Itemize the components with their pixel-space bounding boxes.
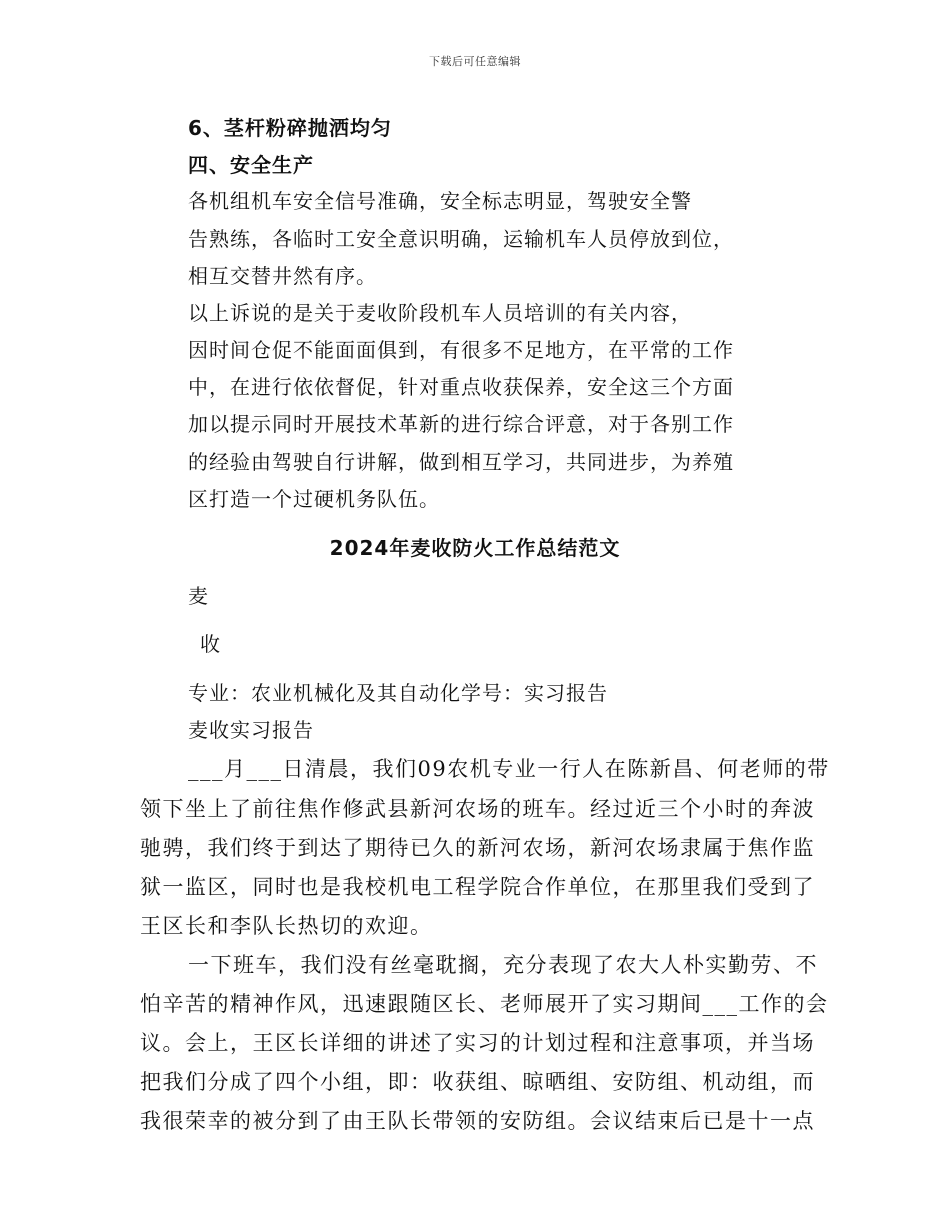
text-line: 加以提示同时开展技术革新的进行综合评意，对于各别工作: [188, 412, 734, 436]
heading-safety-production: 四、安全生产: [188, 153, 314, 177]
text-line: 相互交替井然有序。: [188, 264, 377, 288]
text-line: 因时间仓促不能面面俱到，有很多不足地方，在平常的工作: [188, 338, 734, 362]
paragraph-line: 把我们分成了四个小组，即：收获组、晾晒组、安防组、机动组，而: [140, 1070, 815, 1094]
text-line: 区打造一个过硬机务队伍。: [188, 487, 440, 511]
text-line: 的经验由驾驶自行讲解，做到相互学习，共同进步，为养殖: [188, 450, 734, 474]
text-line: 各机组机车安全信号准确，安全标志明显，驾驶安全警: [188, 189, 692, 213]
report-subtitle: 麦收实习报告: [188, 718, 314, 742]
paragraph-line: 狱一监区，同时也是我校机电工程学院合作单位，在那里我们受到了: [140, 875, 815, 899]
word-shou: 收: [200, 632, 221, 656]
header-note: 下载后可任意编辑: [429, 55, 521, 68]
paragraph-line: 我很荣幸的被分到了由王队长带领的安防组。会议结束后已是十一点: [140, 1109, 815, 1133]
document-title: 2024年麦收防火工作总结范文: [329, 536, 621, 560]
paragraph-line: 议。会上，王区长详细的讲述了实习的计划过程和注意事项，并当场: [140, 1031, 815, 1055]
text-line: 中，在进行依依督促，针对重点收获保养，安全这三个方面: [188, 375, 734, 399]
heading-straw-crushing: 6、茎杆粉碎抛洒均匀: [188, 116, 392, 140]
paragraph-line: ___月___日清晨，我们09农机专业一行人在陈新昌、何老师的带: [188, 757, 830, 781]
paragraph-line: 王区长和李队长热切的欢迎。: [140, 914, 433, 938]
paragraph-line: 一下班车，我们没有丝毫耽搁，充分表现了农大人朴实勤劳、不: [188, 953, 818, 977]
paragraph-line: 怕辛苦的精神作风，迅速跟随区长、老师展开了实习期间___工作的会: [140, 992, 829, 1016]
meta-line: 专业：农业机械化及其自动化学号：实习报告: [188, 681, 608, 705]
paragraph-line: 领下坐上了前往焦作修武县新河农场的班车。经过近三个小时的奔波: [140, 797, 815, 821]
text-line: 以上诉说的是关于麦收阶段机车人员培训的有关内容，: [188, 301, 692, 325]
paragraph-line: 驰骋，我们终于到达了期待已久的新河农场，新河农场隶属于焦作监: [140, 836, 815, 860]
word-mai: 麦: [188, 584, 209, 608]
text-line: 告熟练，各临时工安全意识明确，运输机车人员停放到位，: [188, 227, 734, 251]
